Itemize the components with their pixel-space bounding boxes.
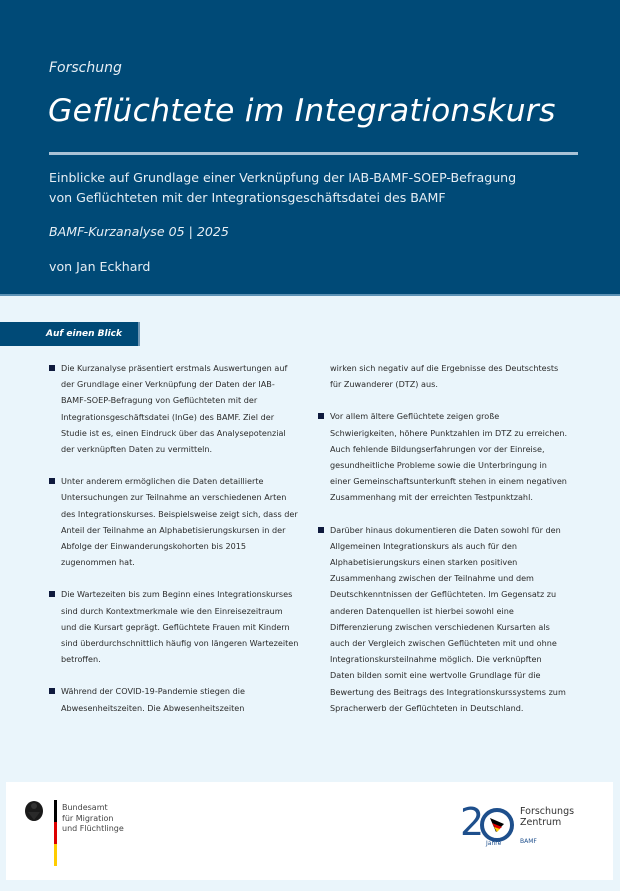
summary-bullet-continuation — [318, 360, 568, 392]
summary-bullet — [318, 522, 568, 716]
fz-bamf-label: BAMF — [520, 838, 537, 845]
flag-wedge-icon — [490, 818, 504, 832]
summary-column-right — [318, 360, 568, 716]
summary-bullet — [49, 586, 299, 667]
author: von Jan Eckhard — [49, 259, 151, 274]
bullet-text: Die Kurzanalyse präsentiert erstmals Auswertungen auf der Grundlage einer Verknüpfung der Daten der IAB-BAMF-SOEP-Befragung von Geflüchteten mit der Integrationsgeschäftsdatei (InGe) des BAMF. Ziel der Studie ist es, einen Eindruck über das Analysepotenzial der verknüpften Daten zu vermitteln. — [61, 363, 288, 455]
subtitle-line-1: Einblicke auf Grundlage einer Verknüpfung der IAB-BAMF-SOEP-Befragung — [49, 170, 517, 185]
fz-anniversary-number: 2 — [460, 800, 481, 844]
bullet-square-icon — [318, 527, 324, 533]
fz-jahre-label: Jahre — [486, 840, 502, 847]
forschungszentrum-logo — [460, 800, 590, 850]
bullet-square-icon — [49, 688, 55, 694]
summary-bullet — [49, 473, 299, 570]
german-flag-bar — [54, 800, 57, 866]
bullet-text: Während der COVID-19-Pandemie stiegen die Abwesenheitszeiten. Die Abwesenheitszeiten — [61, 686, 245, 713]
header-divider — [0, 294, 620, 296]
document-title: Geflüchtete im Integrationskurs — [48, 93, 556, 129]
kicker: Forschung — [49, 60, 122, 76]
title-divider — [49, 152, 578, 155]
footer-logo-bar — [6, 782, 613, 880]
bamf-logo — [24, 800, 164, 870]
section-tag — [0, 322, 140, 346]
bullet-square-icon — [49, 591, 55, 597]
summary-column-left — [49, 360, 299, 716]
series-label: BAMF-Kurzanalyse 05 | 2025 — [49, 224, 229, 239]
fz-zero-circle-icon — [480, 808, 514, 842]
federal-eagle-icon — [24, 800, 44, 824]
summary-bullet — [49, 683, 299, 715]
bullet-square-icon — [49, 478, 55, 484]
bullet-square-icon — [318, 413, 324, 419]
cover-header — [0, 0, 620, 294]
subtitle-line-2: von Geflüchteten mit der Integrationsgeschäftsdatei des BAMF — [49, 190, 446, 205]
bamf-wordmark: Bundesamt für Migration und Flüchtlinge — [62, 803, 124, 833]
section-tag-label: Auf einen Blick — [45, 329, 122, 339]
bullet-text: Darüber hinaus dokumentieren die Daten sowohl für den Allgemeinen Integrationskurs als auch für den Alphabetisierungskurs einen starken positiven Zusammenhang zwischen der Teilnahme und dem Deutschkenntnissen der Geflüchteten. Im Gegensatz zu anderen Datenquellen ist hierbei sowohl eine Differenzierung zwischen verschiedenen Kursarten als auch der Vergleich zwischen Geflüchteten mit und ohne Integrationskursteilnahme möglich. Die verknüpften Daten bilden somit eine wertvolle Grundlage für die Bewertung des Beitrags des Integrationskurssystems zum Spracherwerb der Geflüchteten in Deutschland. — [330, 524, 566, 713]
bullet-text: Die Wartezeiten bis zum Beginn eines Integrationskurses sind durch Kontextmerkmale wie den Einreisezeitraum und die Kursart geprägt. Geflüchtete Frauen mit Kindern sind überdurchschnittlich häufig von längeren Wartezeiten betroffen. — [61, 589, 299, 665]
bullet-text: wirken sich negativ auf die Ergebnisse des Deutschtests für Zuwanderer (DTZ) aus. — [330, 363, 559, 390]
bullet-text: Unter anderem ermöglichen die Daten detaillierte Untersuchungen zur Teilnahme an verschiedenen Arten des Integrationskurses. Beispielsweise zeigt sich, dass der Anteil der Teilnahme an Alphabetisierungskursen in der Abfolge der Einwanderungskohorten bis 2015 zugenommen hat. — [61, 476, 298, 568]
summary-bullet — [318, 408, 568, 505]
subtitle — [49, 168, 589, 208]
bullet-text: Vor allem ältere Geflüchtete zeigen große Schwierigkeiten, höhere Punktzahlen im DTZ zu erreichen. Auch fehlende Bildungserfahrungen vor der Einreise, gesundheitliche Probleme sowie die Unterbringung in einer Gemeinschaftsunterkunft stehen in einem negativen Zusammenhang mit der erreichten Testpunktzahl. — [330, 411, 568, 503]
fz-wordmark: Forschungs Zentrum — [520, 806, 575, 828]
bullet-square-icon — [49, 365, 55, 371]
summary-bullet — [49, 360, 299, 457]
